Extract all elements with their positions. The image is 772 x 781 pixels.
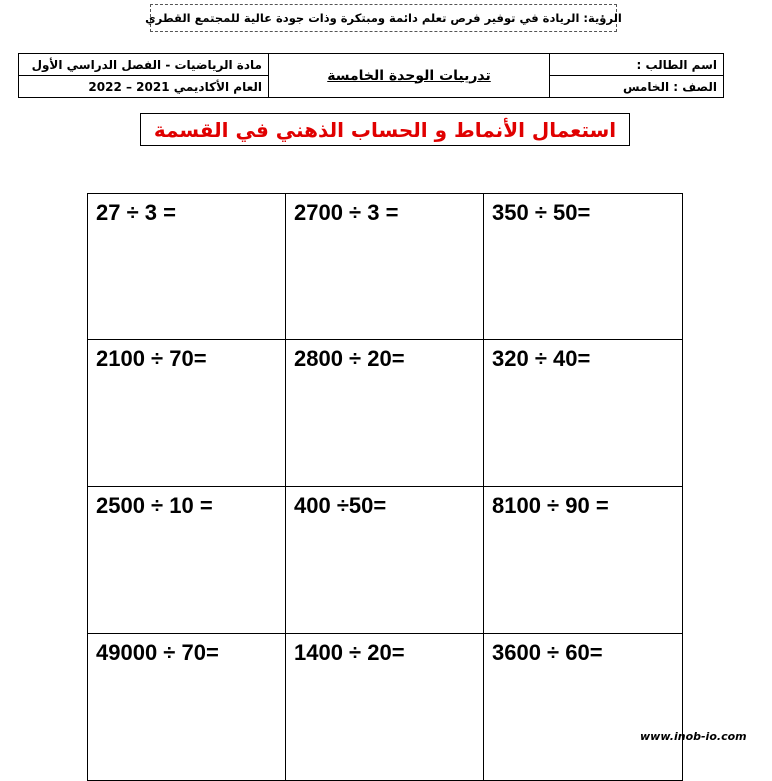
worksheet-header: [18, 53, 724, 98]
problem-cell: 400 ÷50=: [286, 487, 484, 634]
worksheet-title: استعمال الأنماط و الحساب الذهني في القسمة: [140, 113, 630, 146]
problem-row: [88, 194, 683, 340]
problem-cell: 320 ÷ 40=: [484, 340, 683, 487]
unit-title: تدريبات الوحدة الخامسة: [269, 54, 550, 98]
problem-cell: 27 ÷ 3 =: [88, 194, 286, 340]
vision-statement: الرؤية: الريادة في توفير فرص تعلم دائمة ومبتكرة وذات جودة عالية للمجتمع القطري: [150, 4, 617, 32]
problem-cell: 2700 ÷ 3 =: [286, 194, 484, 340]
problem-row: [88, 487, 683, 634]
problem-cell: 3600 ÷ 60=: [484, 634, 683, 781]
problem-row: [88, 634, 683, 781]
grade-label: الصف : الخامس: [550, 76, 724, 98]
problem-cell: 1400 ÷ 20=: [286, 634, 484, 781]
problem-cell: 49000 ÷ 70=: [88, 634, 286, 781]
student-name-label: اسم الطالب :: [550, 54, 724, 76]
subject-label: مادة الرياضيات - الفصل الدراسي الأول: [19, 54, 269, 76]
problem-cell: 2500 ÷ 10 =: [88, 487, 286, 634]
problem-cell: 350 ÷ 50=: [484, 194, 683, 340]
problem-cell: 8100 ÷ 90 =: [484, 487, 683, 634]
website-watermark: www.inob-io.com: [640, 730, 747, 743]
problem-row: [88, 340, 683, 487]
problem-cell: 2100 ÷ 70=: [88, 340, 286, 487]
problem-cell: 2800 ÷ 20=: [286, 340, 484, 487]
problems-grid: [87, 193, 683, 781]
academic-year-label: العام الأكاديمي 2021 – 2022: [19, 76, 269, 98]
